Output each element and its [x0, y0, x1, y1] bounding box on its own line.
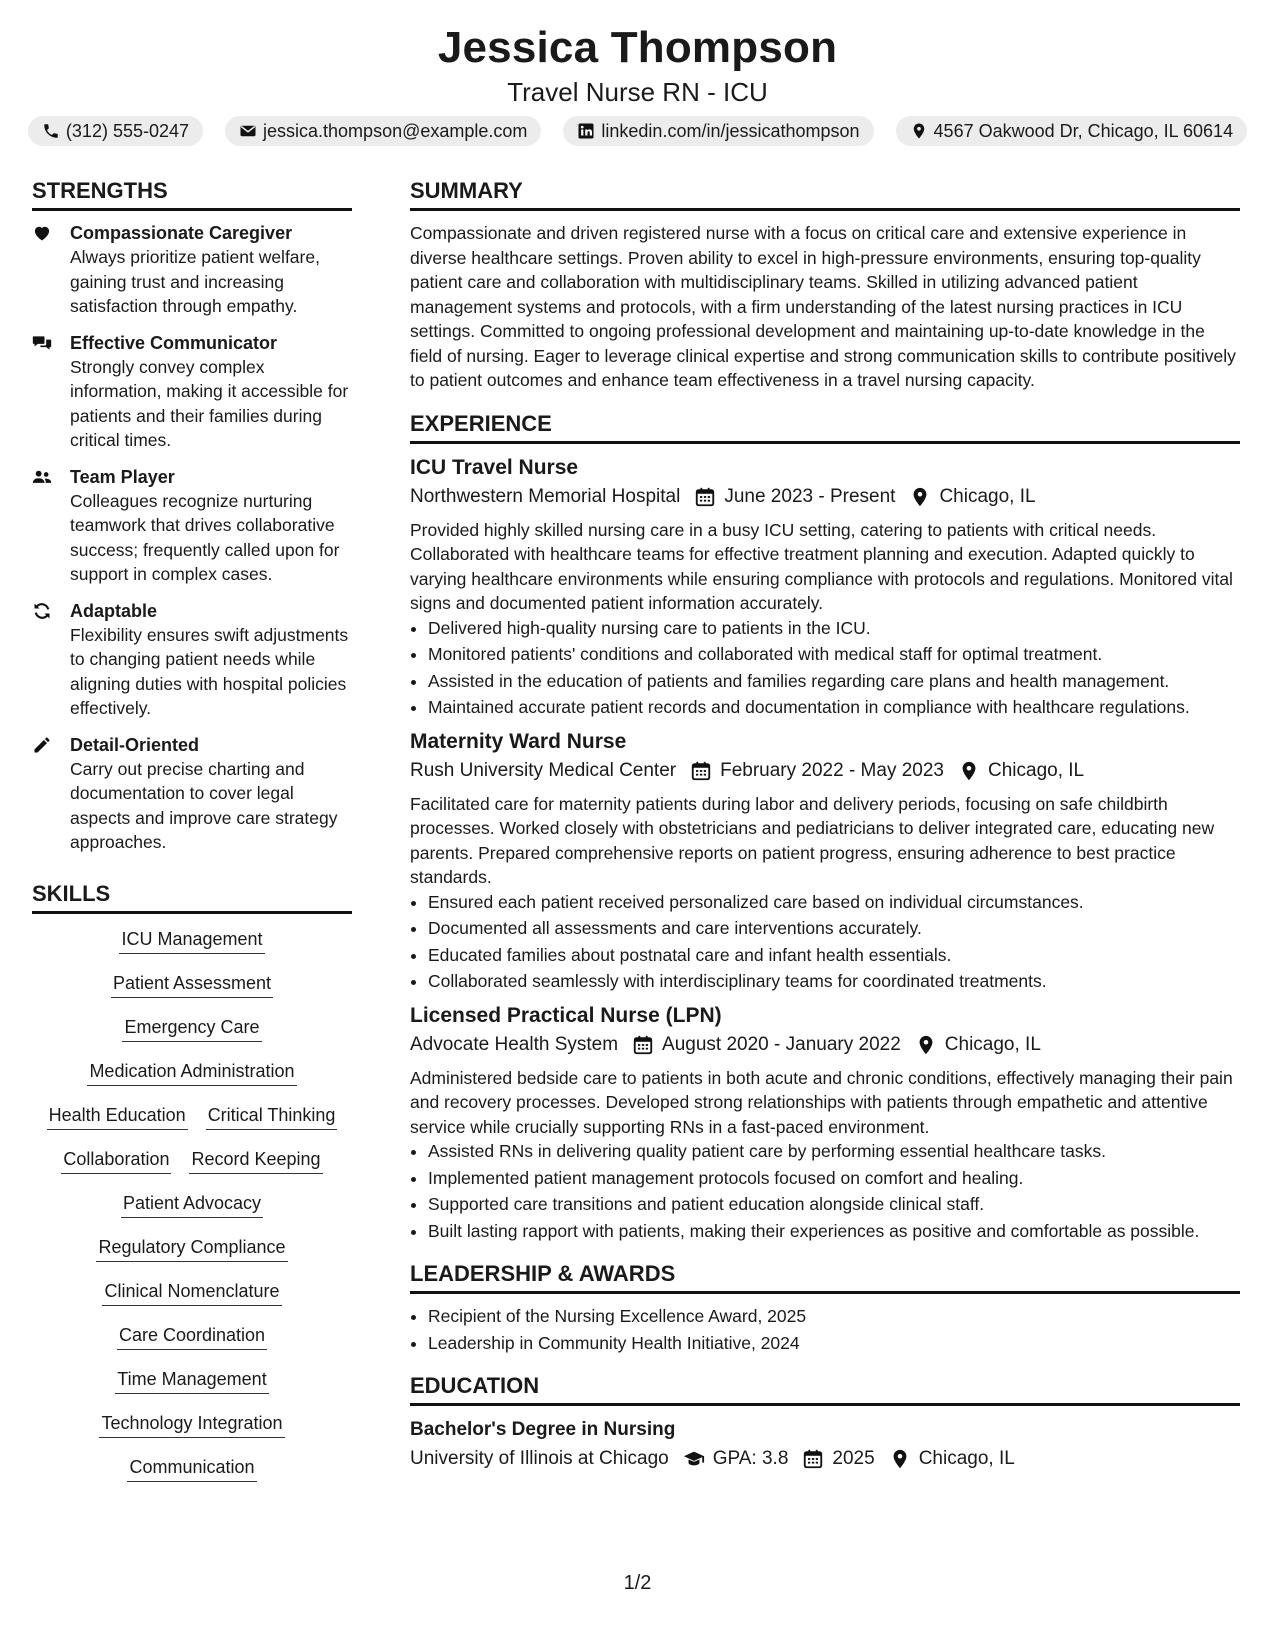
education-location: Chicago, IL — [918, 1448, 1015, 1469]
calendar-icon — [694, 486, 716, 508]
experience-heading: EXPERIENCE — [410, 411, 1240, 444]
job-location: Chicago, IL — [939, 485, 1036, 507]
strength-desc: Colleagues recognize nurturing teamwork that drives collaborative success; frequently called upon for support in complex cases. — [70, 490, 340, 584]
skill-tag: Record Keeping — [189, 1148, 322, 1174]
users-icon — [32, 467, 52, 487]
list-item: • Built lasting rapport with patients, making their experiences as positive and comfortable as possible. — [428, 1219, 1240, 1244]
linkedin-icon — [577, 122, 595, 140]
strengths-heading: STRENGTHS — [32, 178, 352, 211]
list-item: • Educated families about postnatal care and infant health essentials. — [428, 943, 1240, 968]
leadership-heading: LEADERSHIP & AWARDS — [410, 1261, 1240, 1294]
job-entry — [410, 728, 1240, 994]
skill-tag: ICU Management — [119, 928, 264, 954]
map-pin-icon — [909, 486, 931, 508]
strength-item — [32, 465, 352, 587]
address-chip[interactable] — [896, 116, 1248, 146]
job-meta — [410, 1030, 1240, 1060]
candidate-title: Travel Nurse RN - ICU — [507, 77, 768, 107]
list-item: • Assisted RNs in delivering quality patient care by performing essential healthcare tasks. — [428, 1139, 1240, 1164]
education-meta — [410, 1444, 1240, 1474]
strength-desc: Strongly convey complex information, making it accessible for patients and their families during critical times. — [70, 356, 349, 450]
job-description: Administered bedside care to patients in both acute and chronic conditions, effectively managing their pain and recovery processes. Developed strong relationships with patients through empathetic and attentive service while crucially supporting RNs in a fast-paced environment. — [410, 1067, 1233, 1137]
skill-tag: Patient Assessment — [111, 972, 273, 998]
job-description: Provided highly skilled nursing care in a busy ICU setting, catering to patients with critical needs. Collaborated with healthcare teams for effective treatment planning and execution. Adapted quickly to varying healthcare environments while ensuring compliance with protocols and regulations. Monitored vital signs and documented patient information accurately. — [410, 519, 1233, 613]
job-title: ICU Travel Nurse — [410, 455, 579, 479]
job-employer: Advocate Health System — [410, 1033, 619, 1055]
job-dates: August 2020 - January 2022 — [662, 1033, 901, 1055]
graduation-cap-icon — [683, 1448, 705, 1470]
strength-item — [32, 221, 352, 319]
map-pin-icon — [889, 1448, 911, 1470]
gpa-text: GPA: 3.8 — [712, 1448, 789, 1469]
job-location: Chicago, IL — [944, 1033, 1041, 1055]
skill-tag: Health Education — [47, 1104, 188, 1130]
strength-title: Detail-Oriented — [70, 734, 200, 755]
summary-text: Compassionate and driven registered nurse with a focus on critical care and extensive experience in diverse healthcare settings. Proven ability to excel in high-pressure environments, ensuring top-quality patient care and collaboration with multidisciplinary teams. Skilled in utilizing advanced patient management systems and protocols, with a firm understanding of the latest nursing practices in ICU settings. Committed to ongoing professional development and maintaining up-to-date knowledge in the field of nursing. Eager to leverage clinical expertise and strong communication skills to contribute positively to patient outcomes and enhance team effectiveness in a travel nursing capacity. — [410, 223, 1236, 390]
job-bullets — [410, 890, 1240, 994]
list-item: • Monitored patients' conditions and collaborated with medical staff for optimal treatment. — [428, 642, 1240, 667]
left-column — [32, 178, 352, 1500]
skill-tag: Clinical Nomenclature — [102, 1280, 281, 1306]
address-text: 4567 Oakwood Dr, Chicago, IL 60614 — [933, 120, 1234, 141]
phone-text: (312) 555-0247 — [65, 120, 190, 141]
phone-icon — [42, 122, 60, 140]
strength-title: Adaptable — [70, 600, 158, 621]
job-employer: Rush University Medical Center — [410, 759, 677, 781]
list-item: • Documented all assessments and care interventions accurately. — [428, 916, 1240, 941]
job-dates: June 2023 - Present — [724, 485, 896, 507]
skills-heading: SKILLS — [32, 881, 352, 914]
strength-item — [32, 599, 352, 721]
strength-title: Team Player — [70, 466, 175, 487]
school-name: University of Illinois at Chicago — [410, 1448, 669, 1469]
list-item: • Supported care transitions and patient education alongside clinical staff. — [428, 1192, 1240, 1217]
skill-tag: Critical Thinking — [206, 1104, 338, 1130]
job-bullets — [410, 616, 1240, 720]
linkedin-chip[interactable] — [563, 116, 873, 146]
job-bullets — [410, 1139, 1240, 1243]
job-employer: Northwestern Memorial Hospital — [410, 485, 681, 507]
list-item: • Delivered high-quality nursing care to patients in the ICU. — [428, 616, 1240, 641]
job-meta — [410, 482, 1240, 512]
contact-bar — [0, 116, 1275, 146]
pencil-icon — [32, 735, 52, 755]
strength-title: Compassionate Caregiver — [70, 223, 293, 243]
email-text: jessica.thompson@example.com — [263, 120, 528, 141]
strength-desc: Carry out precise charting and documentation to cover legal aspects and improve care strategy approaches. — [70, 758, 338, 852]
skill-tag: Collaboration — [61, 1148, 171, 1174]
list-item: • Collaborated seamlessly with interdisciplinary teams for coordinated treatments. — [428, 969, 1240, 994]
skill-tag: Patient Advocacy — [121, 1192, 263, 1218]
skill-tag: Communication — [127, 1456, 256, 1482]
skills-list — [32, 924, 352, 1500]
list-item: • Assisted in the education of patients and families regarding care plans and health management. — [428, 669, 1240, 694]
resume-header — [0, 0, 1275, 146]
list-item: • Ensured each patient received personalized care based on individual circumstances. — [428, 890, 1240, 915]
map-pin-icon — [910, 122, 928, 140]
graduation-year: 2025 — [832, 1448, 875, 1469]
strength-desc: Flexibility ensures swift adjustments to changing patient needs while aligning duties with hospital policies effectively. — [70, 624, 349, 718]
skill-tag: Emergency Care — [122, 1016, 261, 1042]
page-number: 1/2 — [623, 1572, 652, 1594]
skill-tag: Regulatory Compliance — [96, 1236, 287, 1262]
email-chip[interactable] — [225, 116, 541, 146]
job-title: Maternity Ward Nurse — [410, 729, 627, 753]
linkedin-text: linkedin.com/in/jessicathompson — [601, 120, 860, 141]
heart-icon — [32, 223, 52, 243]
degree-title: Bachelor's Degree in Nursing — [410, 1419, 676, 1440]
job-entry — [410, 1002, 1240, 1244]
calendar-icon — [632, 1034, 654, 1056]
resume-body — [32, 178, 1243, 1500]
strength-title: Effective Communicator — [70, 332, 278, 353]
summary-heading: SUMMARY — [410, 178, 1240, 211]
skill-tag: Medication Administration — [87, 1060, 296, 1086]
envelope-icon — [239, 122, 257, 140]
map-pin-icon — [915, 1034, 937, 1056]
job-meta — [410, 756, 1240, 786]
job-description: Facilitated care for maternity patients during labor and delivery periods, focusing on safe childbirth processes. Worked closely with obstetricians and pediatricians to deliver integrated care, educating new parents. Prepared comprehensive reports on patient progress, ensuring adherence to best practice standards. — [410, 793, 1215, 887]
map-pin-icon — [958, 760, 980, 782]
education-heading: EDUCATION — [410, 1373, 1240, 1406]
list-item: • Implemented patient management protocols focused on comfort and healing. — [428, 1166, 1240, 1191]
skill-tag: Technology Integration — [99, 1412, 284, 1438]
job-entry — [410, 454, 1240, 720]
sync-icon — [32, 601, 52, 621]
calendar-icon — [690, 760, 712, 782]
candidate-name: Jessica Thompson — [437, 23, 838, 72]
leadership-list — [410, 1304, 1240, 1355]
right-column — [410, 178, 1240, 1500]
list-item: • Maintained accurate patient records and documentation in compliance with healthcare regulations. — [428, 695, 1240, 720]
chat-icon — [32, 333, 52, 353]
skill-tag: Care Coordination — [117, 1324, 267, 1350]
strength-item — [32, 733, 352, 855]
list-item: • Leadership in Community Health Initiative, 2024 — [428, 1331, 1240, 1356]
list-item: • Recipient of the Nursing Excellence Award, 2025 — [428, 1304, 1240, 1329]
job-location: Chicago, IL — [988, 759, 1085, 781]
job-title: Licensed Practical Nurse (LPN) — [410, 1003, 722, 1027]
calendar-icon — [802, 1448, 824, 1470]
job-dates: February 2022 - May 2023 — [720, 759, 944, 781]
strength-item — [32, 331, 352, 453]
phone-chip[interactable] — [28, 116, 203, 146]
strength-desc: Always prioritize patient welfare, gaining trust and increasing satisfaction through empathy. — [70, 247, 320, 316]
skill-tag: Time Management — [115, 1368, 268, 1394]
